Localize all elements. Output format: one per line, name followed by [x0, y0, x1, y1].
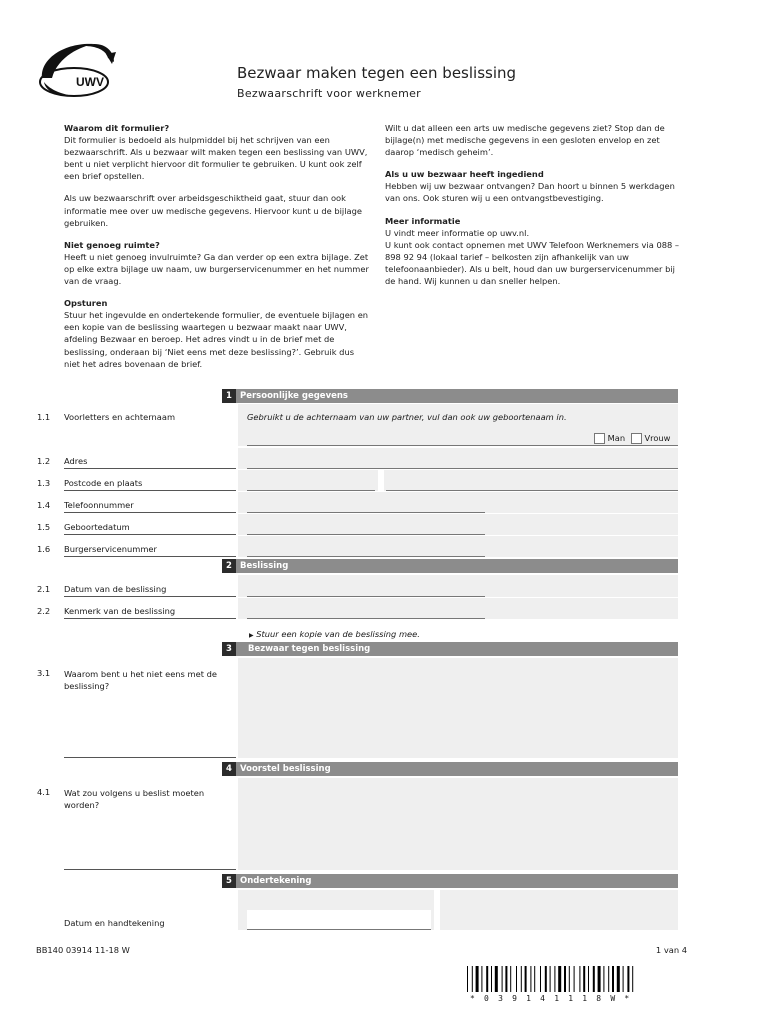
- barcode-bar: [525, 966, 527, 992]
- section-title: Beslissing: [240, 561, 289, 571]
- label-underline: [64, 596, 236, 597]
- label-underline: [64, 490, 236, 491]
- barcode-bar: [612, 966, 614, 992]
- barcode-bar: [627, 966, 629, 992]
- field-underline: [247, 468, 678, 469]
- barcode-bar: [491, 966, 492, 992]
- city-field[interactable]: [384, 470, 678, 491]
- field-underline: [247, 490, 375, 491]
- row-label: Kenmerk van de beslissing: [64, 606, 176, 616]
- label-underline: [64, 757, 236, 758]
- section-2-header: [222, 559, 678, 573]
- barcode-bar: [472, 966, 473, 992]
- form-code: BB140 03914 11-18 W: [36, 945, 130, 955]
- vrouw-label: Vrouw: [644, 433, 671, 443]
- row-label: Datum van de beslissing: [64, 584, 167, 594]
- barcode-bar: [550, 966, 551, 992]
- barcode-bar: [505, 966, 507, 992]
- meer-heading: Meer informatie: [385, 215, 461, 226]
- barcode-bar: [623, 966, 624, 992]
- man-checkbox[interactable]: [594, 433, 605, 444]
- arrow-right-icon: ▶: [249, 632, 254, 639]
- row-number: 1.2: [37, 456, 51, 466]
- ingediend-heading: Als u uw bezwaar heeft ingediend: [385, 169, 544, 180]
- barcode-bar: [558, 966, 561, 992]
- barcode-text: * 0 3 9 1 4 1 1 1 8 W *: [470, 994, 632, 1003]
- row-number: 2.1: [37, 584, 51, 594]
- row-number: 4.1: [37, 787, 51, 797]
- row-number: 1.4: [37, 500, 51, 510]
- uwv-logo: [36, 38, 118, 100]
- field-underline: [386, 490, 678, 491]
- row-label: Adres: [64, 456, 88, 466]
- row-number: 1.5: [37, 522, 51, 532]
- intro-left: [64, 122, 369, 380]
- address-field[interactable]: [238, 448, 678, 469]
- label-underline: [64, 869, 236, 870]
- logo-text: UWV: [76, 75, 104, 89]
- section-number: 1: [222, 389, 236, 403]
- ingediend-text: Hebben wij uw bezwaar ontvangen? Dan hoort u binnen 5 werkdagen van ons. Ook sturen wij u een ontvangstbevestiging.: [385, 181, 675, 204]
- meer-text-2: U kunt ook contact opnemen met UWV Telefoon Werknemers via 088 – 898 92 94 (lokaal tarief – belkosten zijn afhankelijk van uw telefoonaanbieder). Als u belt, houd dan uw burgerservicenummer bij de hand. Wij kunnen u dan sneller helpen.: [385, 239, 680, 287]
- row-label: Geboortedatum: [64, 522, 130, 532]
- barcode-bar: [583, 966, 585, 992]
- arts-text: Wilt u dat alleen een arts uw medische gegevens ziet? Stop dan de bijlage(n) met medische gegevens in een gesloten envelop en zet daarop ‘medisch geheim’.: [385, 123, 665, 158]
- row-number: 1.3: [37, 478, 51, 488]
- barcode-bar: [564, 966, 566, 992]
- opsturen-heading: Opsturen: [64, 298, 108, 309]
- row-label: Wat zou volgens u beslist moeten worden?: [64, 788, 205, 810]
- label-underline: [64, 512, 236, 513]
- label-underline: [64, 618, 236, 619]
- date-box: [247, 910, 431, 930]
- barcode-bar: [534, 966, 535, 992]
- decision-date-field[interactable]: [238, 575, 678, 597]
- barcode-bar: [481, 966, 482, 992]
- barcode: [465, 966, 685, 992]
- barcode-bar: [603, 966, 604, 992]
- section-number: 2: [222, 559, 236, 573]
- page-number: 1 van 4: [655, 945, 687, 955]
- label-underline: [64, 468, 236, 469]
- ruimte-heading: Niet genoeg ruimte?: [64, 239, 160, 250]
- phone-field[interactable]: [238, 492, 678, 513]
- section-title: Ondertekening: [240, 876, 312, 886]
- barcode-bar: [530, 966, 531, 992]
- barcode-bar: [588, 966, 589, 992]
- section-title: Bezwaar tegen beslissing: [248, 644, 371, 654]
- field-underline: [247, 512, 485, 513]
- ruimte-text: Heeft u niet genoeg invulruimte? Ga dan verder op een extra bijlage. Zet op elke extra bijlage uw naam, uw burgerservicenummer en het nummer van de vraag.: [64, 251, 369, 287]
- section-3-header: [222, 642, 678, 656]
- section-number: 4: [222, 762, 236, 776]
- barcode-bar: [510, 966, 511, 992]
- row-label: Burgerservicenummer: [64, 544, 157, 554]
- barcode-bar: [467, 966, 468, 992]
- bsn-field[interactable]: [238, 536, 678, 557]
- barcode-bar: [540, 966, 541, 992]
- field-underline: [247, 618, 485, 619]
- barcode-bar: [476, 966, 479, 992]
- man-label: Man: [607, 433, 626, 443]
- waarom-heading: Waarom dit formulier?: [64, 123, 170, 133]
- field-underline: [247, 556, 485, 557]
- barcode-bar: [516, 966, 517, 992]
- barcode-bar: [579, 966, 580, 992]
- row-number: 2.2: [37, 606, 51, 616]
- row-label: Voorletters en achternaam: [64, 412, 176, 422]
- label-underline: [64, 534, 236, 535]
- opsturen-text: Stuur het ingevulde en ondertekende formulier, de eventuele bijlagen en een kopie van de beslissing waartegen u bezwaar maakt naar UWV, afdeling Bezwaar en beroep. Het adres vindt u in de brief met de beslissing, onderaan bij ‘Niet eens met deze beslissing?’. Gebruik dus niet het adres bovenaan de brief.: [64, 310, 369, 369]
- section-title: Voorstel beslissing: [240, 764, 331, 774]
- section-5-header: [222, 874, 678, 888]
- birthdate-field[interactable]: [238, 514, 678, 535]
- barcode-bar: [569, 966, 570, 992]
- section-title: Persoonlijke gegevens: [240, 391, 348, 401]
- vrouw-checkbox[interactable]: [631, 433, 642, 444]
- row-label: Waarom bent u het niet eens met de beslissing?: [64, 669, 217, 691]
- section-4-header: [222, 762, 678, 776]
- page-subtitle: Bezwaarschrift voor werknemer: [237, 87, 421, 100]
- row-label: Datum en handtekening: [64, 918, 165, 928]
- arbeids-text: Als uw bezwaarschrift over arbeidsgeschiktheid gaat, stuur dan ook informatie mee over uw medische gegevens. Hiervoor kunt u de bijlage gebruiken.: [64, 193, 362, 228]
- row-number: 3.1: [37, 668, 51, 678]
- field-underline: [247, 445, 678, 446]
- field-underline: [247, 534, 485, 535]
- label-underline: [64, 556, 236, 557]
- row-label: Telefoonnummer: [64, 500, 134, 510]
- section-number: 5: [222, 874, 236, 888]
- waarom-text: Dit formulier is bedoeld als hulpmiddel bij het schrijven van een bezwaarschrift. Als u bezwaar wilt maken tegen een beslissing van UWV, bent u niet verplicht hiervoor dit formulier te gebruiken. U kunt ook zelf een brief opstellen.: [64, 135, 368, 182]
- barcode-bar: [554, 966, 555, 992]
- objection-textarea[interactable]: [238, 658, 678, 758]
- meer-text-1: U vindt meer informatie op uwv.nl.: [385, 227, 530, 238]
- gender-options: [594, 433, 670, 444]
- intro-right: [385, 122, 685, 297]
- signature-field[interactable]: [440, 890, 678, 930]
- barcode-bar: [574, 966, 575, 992]
- kopie-hint: [249, 629, 420, 639]
- barcode-bar: [617, 966, 620, 992]
- page-title: Bezwaar maken tegen een beslissing: [237, 64, 517, 82]
- barcode-bar: [545, 966, 547, 992]
- barcode-bar: [486, 966, 488, 992]
- field-underline: [247, 596, 485, 597]
- barcode-bar: [598, 966, 601, 992]
- proposal-textarea[interactable]: [238, 778, 678, 870]
- decision-reference-field[interactable]: [238, 598, 678, 619]
- barcode-bar: [593, 966, 595, 992]
- section-number: 3: [222, 642, 236, 656]
- row-number: 1.6: [37, 544, 51, 554]
- barcode-bar: [521, 966, 522, 992]
- barcode-bar: [608, 966, 609, 992]
- row-label: Postcode en plaats: [64, 478, 143, 488]
- kopie-hint-text: Stuur een kopie van de beslissing mee.: [256, 629, 420, 639]
- barcode-bar: [632, 966, 633, 992]
- section-1-header: [222, 389, 678, 403]
- postcode-field[interactable]: [238, 470, 378, 491]
- partner-hint: Gebruikt u de achternaam van uw partner, vul dan ook uw geboortenaam in.: [247, 412, 567, 422]
- barcode-bar: [495, 966, 498, 992]
- barcode-bar: [502, 966, 503, 992]
- row-number: 1.1: [37, 412, 51, 422]
